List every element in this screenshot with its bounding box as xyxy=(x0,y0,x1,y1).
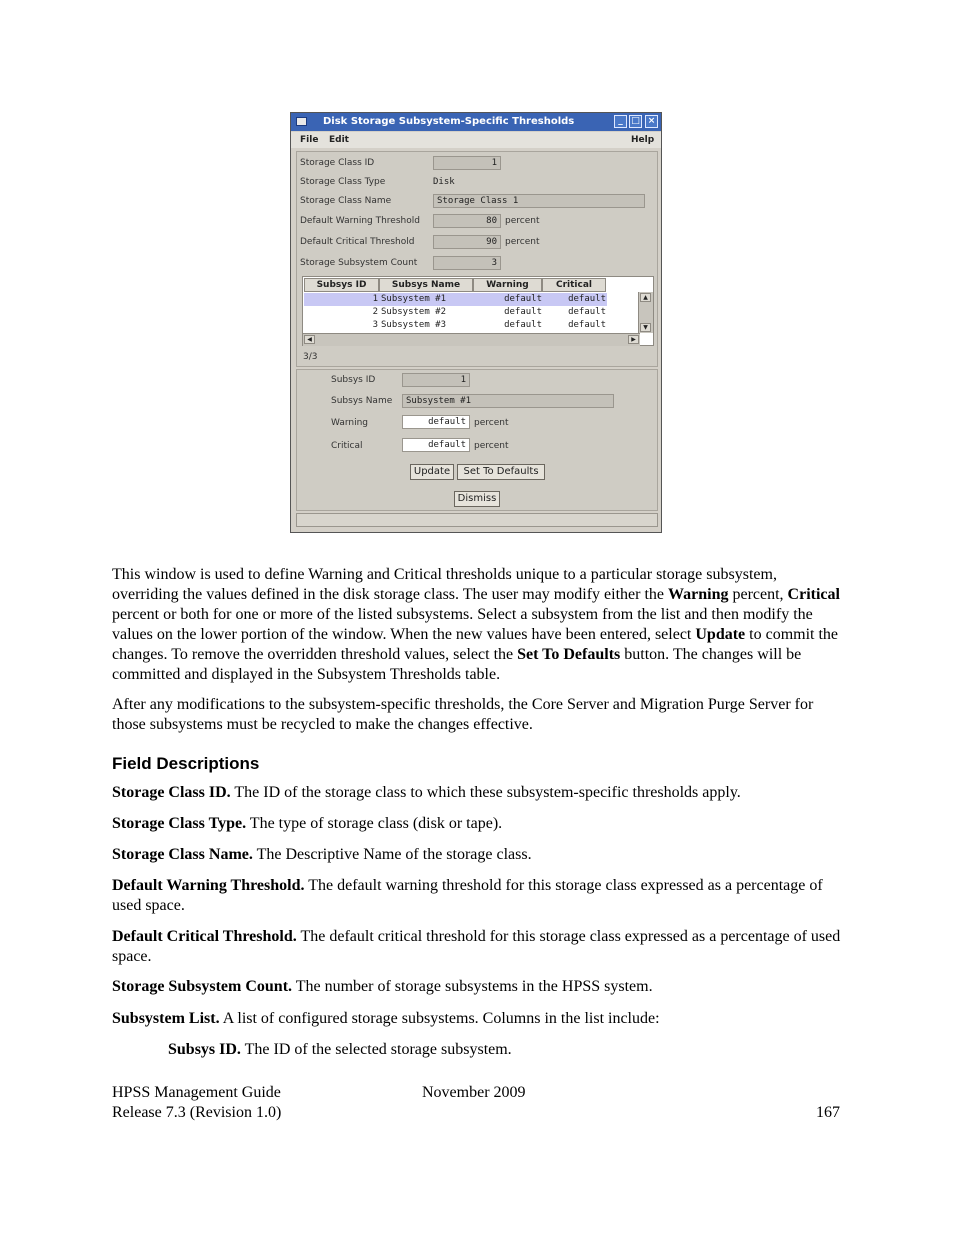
table-row-count: 3/3 xyxy=(303,352,318,362)
table-row[interactable] xyxy=(304,293,607,306)
subsys-id-field: 1 xyxy=(402,373,470,387)
field-description: Default Critical Threshold. The default critical threshold for this storage class expressed as a percentage of used space. xyxy=(112,928,841,965)
cell-critical: default xyxy=(568,320,606,330)
cell-subsys-name: Subsystem #2 xyxy=(381,307,447,317)
status-bar xyxy=(296,513,658,527)
storage-class-name-field: Storage Class 1 xyxy=(433,194,645,208)
field-description-indented: Subsys ID. The ID of the selected storage subsystem. xyxy=(168,1041,512,1058)
set-to-defaults-button[interactable]: Set To Defaults xyxy=(457,464,545,480)
field-description: Storage Subsystem Count. The number of storage subsystems in the HPSS system. xyxy=(112,978,653,995)
critical-unit: percent xyxy=(474,441,509,451)
scroll-up-icon[interactable]: ▲ xyxy=(640,293,651,302)
cell-subsys-name: Subsystem #1 xyxy=(381,294,447,304)
cell-warning: default xyxy=(504,307,542,317)
field-description: Subsystem List. A list of configured storage subsystems. Columns in the list include: xyxy=(112,1010,660,1027)
field-description: Storage Class Name. The Descriptive Name of the storage class. xyxy=(112,846,532,863)
scroll-right-icon[interactable]: ▶ xyxy=(628,335,639,344)
cell-warning: default xyxy=(504,320,542,330)
footer-guide-title: HPSS Management Guide xyxy=(112,1084,281,1101)
close-icon[interactable]: × xyxy=(645,115,658,128)
field-descriptions-heading: Field Descriptions xyxy=(112,754,260,773)
footer-page-number: 167 xyxy=(816,1104,840,1121)
table-row[interactable] xyxy=(304,306,607,319)
storage-class-name-label: Storage Class Name xyxy=(300,196,392,206)
default-critical-label: Default Critical Threshold xyxy=(300,237,415,247)
cell-critical: default xyxy=(568,307,606,317)
subsys-name-field: Subsystem #1 xyxy=(402,394,614,408)
default-critical-unit: percent xyxy=(505,237,540,247)
table-vertical-scrollbar[interactable] xyxy=(638,292,653,333)
dismiss-button[interactable]: Dismiss xyxy=(454,491,500,507)
col-header-subsys-id[interactable]: Subsys ID xyxy=(304,278,379,292)
maximize-icon[interactable]: □ xyxy=(629,115,642,128)
minimize-icon[interactable]: _ xyxy=(614,115,627,128)
menu-edit[interactable]: Edit xyxy=(329,135,349,145)
table-horizontal-scrollbar[interactable] xyxy=(303,333,640,346)
col-header-warning[interactable]: Warning xyxy=(473,278,542,292)
window-menu-icon[interactable] xyxy=(296,117,307,126)
description-paragraph: This window is used to define Warning and Critical thresholds unique to a particular storage subsystem, overriding the values defined in the disk storage class. The user may modify either the Warning percent, Critical percent or both for one or more of the listed subsystems. Select a subsystem from the list and then modify the values on the lower portion of the window. When the new values have been entered, select Update to commit the changes. To remove the overridden threshold values, select the Set To Defaults button. The changes will be committed and displayed in the Subsystem Thresholds table. xyxy=(112,566,840,683)
subsystem-table xyxy=(302,276,654,346)
default-critical-field: 90 xyxy=(433,235,501,249)
storage-class-type-label: Storage Class Type xyxy=(300,177,386,187)
menu-bar xyxy=(291,132,661,148)
storage-class-id-field: 1 xyxy=(433,156,501,170)
footer-date: November 2009 xyxy=(422,1084,526,1101)
cell-subsys-name: Subsystem #3 xyxy=(381,320,447,330)
warning-unit: percent xyxy=(474,418,509,428)
field-description: Storage Class ID. The ID of the storage class to which these subsystem-specific thresholds apply. xyxy=(112,784,741,801)
cell-subsys-id: 1 xyxy=(372,294,378,304)
subsys-name-label: Subsys Name xyxy=(331,396,393,406)
critical-input[interactable]: default xyxy=(402,438,470,452)
update-button[interactable]: Update xyxy=(410,464,454,480)
cell-warning: default xyxy=(504,294,542,304)
default-warning-unit: percent xyxy=(505,216,540,226)
storage-class-id-label: Storage Class ID xyxy=(300,158,375,168)
cell-subsys-id: 3 xyxy=(372,320,378,330)
window-titlebar xyxy=(291,113,661,131)
scroll-left-icon[interactable]: ◀ xyxy=(304,335,315,344)
menu-file[interactable]: File xyxy=(300,135,319,145)
subsystem-count-label: Storage Subsystem Count xyxy=(300,258,418,268)
thresholds-window xyxy=(290,112,662,533)
warning-label: Warning xyxy=(331,418,369,428)
window-title: Disk Storage Subsystem-Specific Thresholds xyxy=(323,116,575,127)
cell-subsys-id: 2 xyxy=(372,307,378,317)
col-header-critical[interactable]: Critical xyxy=(542,278,606,292)
footer-release: Release 7.3 (Revision 1.0) xyxy=(112,1104,282,1121)
field-description: Storage Class Type. The type of storage class (disk or tape). xyxy=(112,815,503,832)
recycle-note-paragraph: After any modifications to the subsystem-specific thresholds, the Core Server and Migration Purge Server for those subsystems must be recycled to make the changes effective. xyxy=(112,696,814,733)
storage-class-type-value: Disk xyxy=(433,177,455,187)
cell-critical: default xyxy=(568,294,606,304)
critical-label: Critical xyxy=(331,441,363,451)
default-warning-label: Default Warning Threshold xyxy=(300,216,420,226)
subsystem-count-field: 3 xyxy=(433,256,501,270)
subsys-id-label: Subsys ID xyxy=(331,375,376,385)
field-description: Default Warning Threshold. The default warning threshold for this storage class expressed as a percentage of used space. xyxy=(112,877,823,914)
table-row[interactable] xyxy=(304,319,607,332)
scroll-down-icon[interactable]: ▼ xyxy=(640,323,651,332)
subsystem-detail-panel xyxy=(296,369,658,511)
warning-input[interactable]: default xyxy=(402,415,470,429)
menu-help[interactable]: Help xyxy=(631,135,655,145)
default-warning-field: 80 xyxy=(433,214,501,228)
col-header-subsys-name[interactable]: Subsys Name xyxy=(379,278,473,292)
